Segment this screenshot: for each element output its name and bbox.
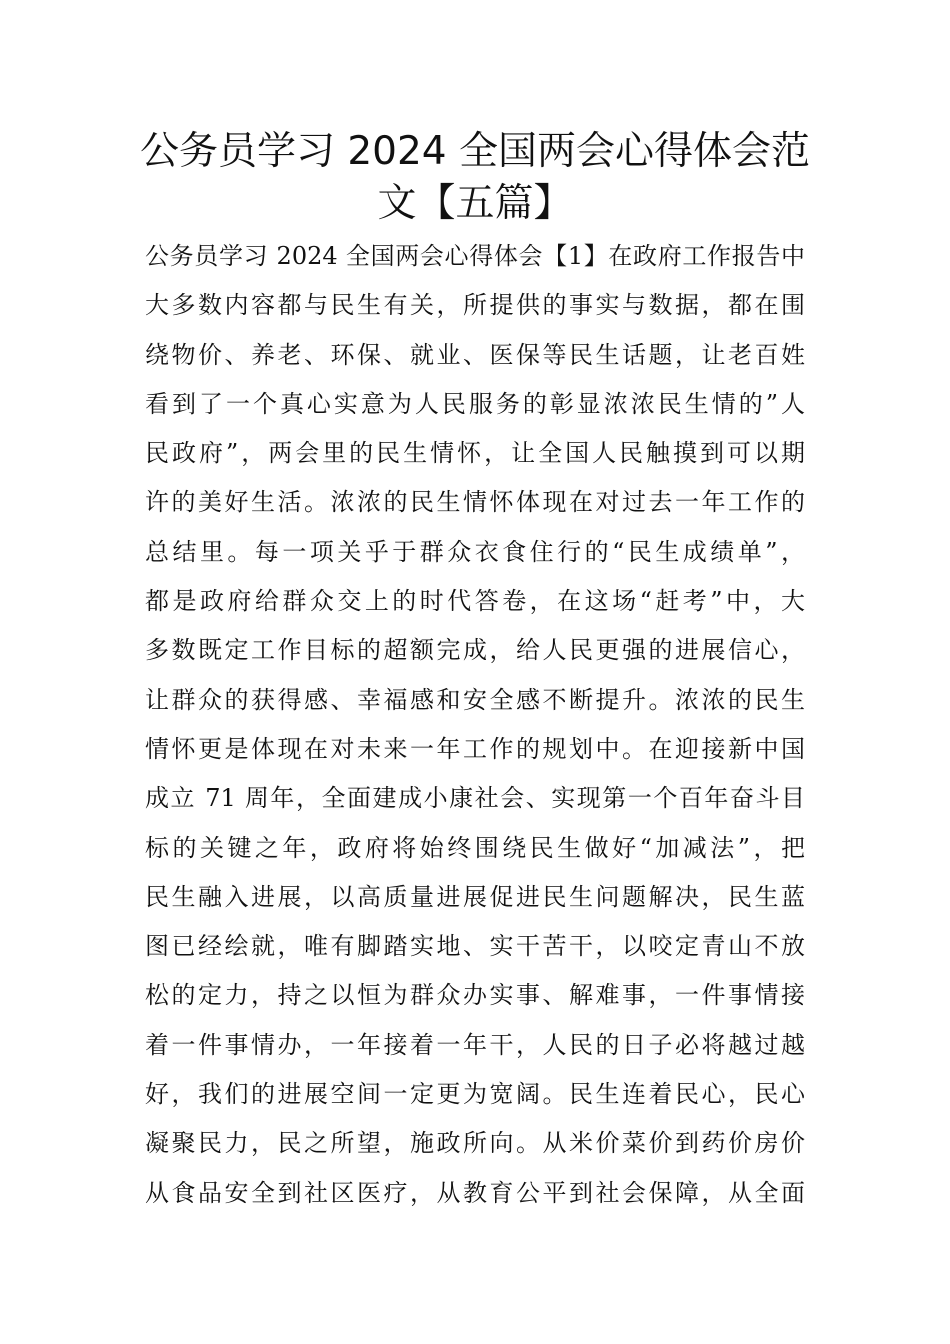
body-line: 多数既定工作目标的超额完成，给人民更强的进展信心，	[145, 636, 805, 665]
body-line: 好，我们的进展空间一定更为宽阔。民生连着民心，民心	[145, 1080, 805, 1109]
body-line: 标的关键之年，政府将始终围绕民生做好“加减法”，把	[145, 833, 805, 862]
body-line: 让群众的获得感、幸福感和安全感不断提升。浓浓的民生	[145, 685, 805, 714]
body-line: 总结里。每一项关乎于群众衣食住行的“民生成绩单”，	[145, 537, 805, 566]
body-line: 着一件事情办，一年接着一年干，人民的日子必将越过越	[145, 1030, 805, 1059]
body-line: 大多数内容都与民生有关，所提供的事实与数据，都在围	[145, 291, 805, 320]
body-line: 都是政府给群众交上的时代答卷，在这场“赶考”中，大	[145, 587, 805, 616]
body-line: 公务员学习 2024 全国两会心得体会【1】在政府工作报告中	[145, 242, 805, 270]
body-line: 看到了一个真心实意为人民服务的彰显浓浓民生情的”人	[145, 389, 805, 418]
body-line: 松的定力，持之以恒为群众办实事、解难事，一件事情接	[145, 981, 805, 1010]
title-line-1: 公务员学习 2024 全国两会心得体会范	[139, 129, 811, 174]
body-line: 成立 71 周年，全面建成小康社会、实现第一个百年奋斗目	[145, 784, 805, 813]
body-line: 从食品安全到社区医疗，从教育公平到社会保障，从全面	[145, 1178, 805, 1207]
body-line: 民政府”，两会里的民生情怀，让全国人民触摸到可以期	[145, 439, 805, 468]
body-line: 情怀更是体现在对未来一年工作的规划中。在迎接新中国	[145, 734, 805, 763]
body-line: 图已经绘就，唯有脚踏实地、实干苦干，以咬定青山不放	[145, 932, 805, 961]
body-line: 凝聚民力，民之所望，施政所向。从米价菜价到药价房价	[145, 1129, 805, 1158]
body-line: 民生融入进展，以高质量进展促进民生问题解决，民生蓝	[145, 882, 805, 911]
body-line: 绕物价、养老、环保、就业、医保等民生话题，让老百姓	[145, 340, 805, 369]
document-body	[145, 232, 805, 1218]
title-line-2: 文【五篇】	[377, 181, 573, 226]
document-title	[0, 126, 950, 230]
body-line: 许的美好生活。浓浓的民生情怀体现在对过去一年工作的	[145, 488, 805, 517]
